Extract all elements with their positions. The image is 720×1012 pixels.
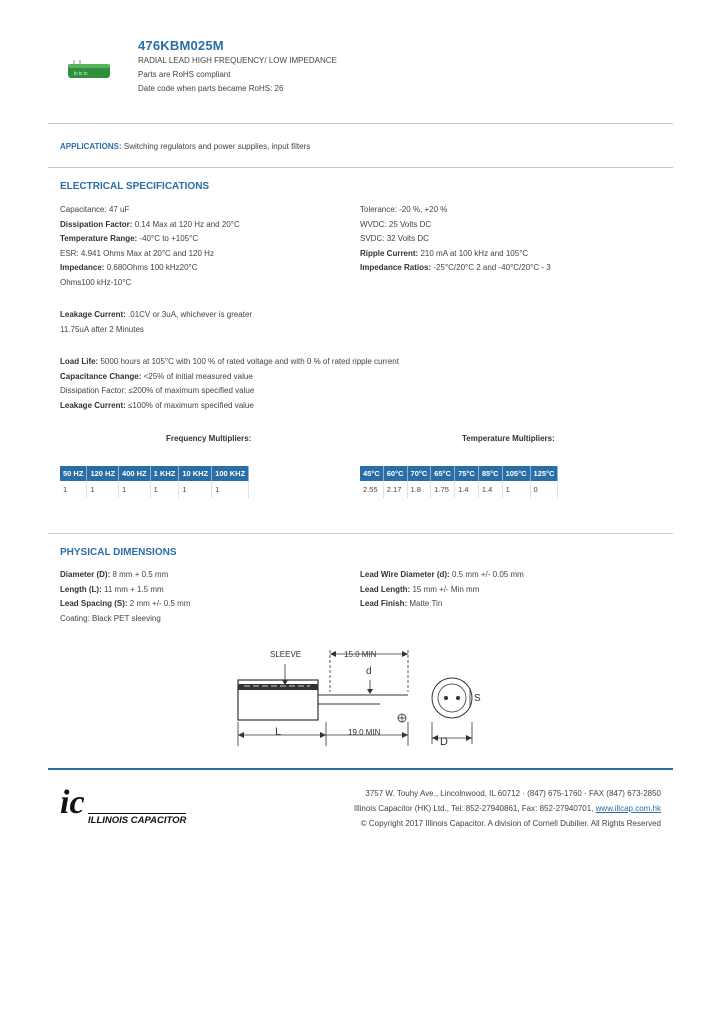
- frequency-multipliers-title: Frequency Multipliers:: [166, 434, 252, 443]
- capacitor-product-image: [66, 60, 112, 82]
- table-header-cell: 60°C: [383, 466, 407, 481]
- table-row: [360, 481, 558, 498]
- physical-left-column: [60, 570, 190, 628]
- spec-value: -20 %, +20 %: [399, 205, 448, 214]
- table-header-row: [360, 466, 558, 481]
- svg-text:ic ic ic: ic ic ic: [74, 71, 88, 77]
- electrical-specs-title: ELECTRICAL SPECIFICATIONS: [60, 181, 210, 192]
- spec-label: SVDC:: [360, 234, 385, 243]
- divider: [48, 123, 673, 124]
- spec-label: Lead Finish:: [360, 599, 408, 608]
- spec-row: [360, 249, 551, 264]
- leakage-block: [60, 310, 252, 339]
- spec-value: 5000 hours at 105°C with 100 % of rated voltage and with 0 % of rated ripple current: [100, 357, 399, 366]
- spec-value: 11 mm + 1.5 mm: [104, 584, 164, 594]
- spec-label: Leakage Current:: [60, 400, 126, 410]
- spec-value: 47 uF: [108, 205, 130, 214]
- body-logo-mark: ic: [270, 698, 280, 710]
- spec-row: [360, 234, 551, 249]
- applications-line: [60, 142, 310, 151]
- table-cell: 1.8: [407, 481, 431, 498]
- spec-row: [60, 386, 399, 401]
- spec-label: Leakage Current:: [60, 310, 126, 319]
- table-cell: 1: [60, 481, 87, 498]
- bottom-min-label: 19.0 MIN: [348, 728, 381, 737]
- spec-label: Dissipation Factor:: [60, 219, 133, 229]
- physical-dimensions-title: PHYSICAL DIMENSIONS: [60, 547, 177, 558]
- dimension-diagram: [230, 640, 490, 755]
- applications-text: Switching regulators and power supplies, input filters: [123, 142, 311, 151]
- spec-label: Temperature Range:: [60, 234, 138, 243]
- spec-row: [60, 570, 190, 585]
- table-cell: 1: [212, 481, 249, 498]
- footer-divider: [48, 768, 673, 770]
- spec-value: Matte Tin: [409, 599, 443, 608]
- spec-label: Capacitance:: [60, 205, 107, 214]
- divider: [48, 533, 673, 534]
- spec-label: Impedance:: [60, 263, 105, 272]
- spec-label: Tolerance:: [360, 205, 397, 214]
- spec-row: [60, 357, 399, 372]
- spacing-label: S: [474, 693, 481, 704]
- spec-row: [60, 372, 399, 387]
- table-header-cell: 65°C: [431, 466, 455, 481]
- table-cell: 1: [150, 481, 179, 498]
- spec-row: [360, 220, 551, 235]
- table-cell: 0: [530, 481, 558, 498]
- table-cell: 2.55: [360, 481, 383, 498]
- spec-value: 0.680Ohms 100 kHz20°C: [106, 263, 198, 272]
- footer-address: 3757 W. Touhy Ave., Lincolnwood, IL 60712 · (847) 675-1760 · FAX (847) 673-2850: [365, 789, 661, 798]
- footer-copyright: © Copyright 2017 Illinois Capacitor. A division of Cornell Dubilier. All Rights Reserved: [360, 819, 661, 828]
- spec-label: Dissipation Factor:: [60, 386, 127, 395]
- table-cell: 1.4: [478, 481, 502, 498]
- header-line-description: RADIAL LEAD HIGH FREQUENCY/ LOW IMPEDANCE: [138, 56, 337, 65]
- table-cell: 1.4: [455, 481, 479, 498]
- lead-diameter-label: d: [366, 666, 372, 677]
- spec-row: [360, 263, 551, 278]
- spec-row: [60, 325, 252, 340]
- spec-row: [60, 263, 240, 278]
- spec-label: Lead Length:: [360, 584, 411, 594]
- table-cell: 1.75: [431, 481, 455, 498]
- spec-row: [60, 310, 252, 325]
- spec-value: .01CV or 3uA, whichever is greater: [128, 310, 253, 319]
- table-header-cell: 100 KHZ: [212, 466, 249, 481]
- spec-label: WVDC:: [360, 219, 387, 229]
- logo-mark: ic: [60, 784, 85, 821]
- part-number-title: 476KBM025M: [138, 38, 224, 53]
- header-line-datecode: Date code when parts became RoHS: 26: [138, 84, 284, 93]
- illinois-capacitor-logo: [60, 786, 200, 832]
- spec-row: [360, 205, 551, 220]
- table-cell: 1: [502, 481, 530, 498]
- spec-row: [60, 599, 190, 614]
- divider: [48, 167, 673, 168]
- spec-value: -40°C to +105°C: [139, 234, 199, 243]
- table-header-cell: 50 HZ: [60, 466, 87, 481]
- spec-row: [360, 570, 524, 585]
- spec-value: Coating: Black PET sleeving: [60, 613, 161, 623]
- spec-value: 8 mm + 0.5 mm: [112, 570, 169, 579]
- table-cell: 1: [179, 481, 212, 498]
- footer-hk-link[interactable]: www.illcap.com.hk: [595, 804, 661, 813]
- table-cell: 1: [87, 481, 119, 498]
- length-label: L: [275, 726, 282, 738]
- spec-value: ≤200% of maximum specified value: [128, 386, 255, 395]
- table-row: [60, 481, 249, 498]
- spec-label: Impedance Ratios:: [360, 263, 432, 272]
- sleeve-label: SLEEVE: [270, 650, 302, 659]
- spec-label: Ripple Current:: [360, 248, 419, 258]
- spec-value: 2 mm +/- 0.5 mm: [129, 599, 191, 608]
- applications-label: APPLICATIONS:: [60, 142, 122, 151]
- spec-value: <25% of initial measured value: [143, 371, 253, 381]
- table-header-cell: 85°C: [478, 466, 502, 481]
- spec-value: 210 mA at 100 kHz and 105°C: [420, 248, 529, 258]
- table-header-cell: 105°C: [502, 466, 530, 481]
- spec-value: 11.75uA after 2 Minutes: [60, 324, 144, 334]
- spec-row: [60, 249, 240, 264]
- spec-row: [60, 234, 240, 249]
- spec-value: ≤100% of maximum specified value: [128, 400, 254, 410]
- spec-value: 32 Volts DC: [386, 234, 429, 243]
- table-cell: 2.17: [383, 481, 407, 498]
- spec-value: 4.941 Ohms Max at 20°C and 120 Hz: [80, 248, 214, 258]
- table-header-cell: 400 HZ: [119, 466, 151, 481]
- spec-value: 25 Volts DC: [388, 219, 432, 229]
- spec-row: [60, 205, 240, 220]
- table-header-cell: 125°C: [530, 466, 558, 481]
- temperature-multipliers-table: [360, 466, 558, 498]
- spec-value: 0.14 Max at 120 Hz and 20°C: [134, 219, 240, 229]
- spec-row: [60, 585, 190, 600]
- temperature-multipliers-title: Temperature Multipliers:: [462, 434, 555, 443]
- frequency-multipliers-table: [60, 466, 249, 498]
- table-header-row: [60, 466, 249, 481]
- spec-row: [60, 614, 190, 629]
- table-header-cell: 1 KHZ: [150, 466, 179, 481]
- footer-hk-text: Illinois Capacitor (HK) Ltd., Tel: 852-27940861, Fax: 852-27940701,: [353, 804, 594, 813]
- spec-value: -25°C/20°C 2 and -40°C/20°C - 3: [433, 263, 551, 272]
- spec-label: Load Life:: [60, 357, 99, 366]
- table-header-cell: 10 KHZ: [179, 466, 212, 481]
- spec-value: 15 mm +/- Min mm: [412, 584, 480, 594]
- table-cell: 1: [119, 481, 151, 498]
- lead-min-label: 15.0 MIN: [344, 650, 377, 659]
- spec-label: Diameter (D):: [60, 570, 111, 579]
- spec-row: [360, 599, 524, 614]
- table-header-cell: 70°C: [407, 466, 431, 481]
- spec-value: Ohms100 kHz-10°C: [60, 277, 132, 287]
- table-header-cell: 120 HZ: [87, 466, 119, 481]
- electrical-left-column: [60, 205, 240, 292]
- table-header-cell: 45°C: [360, 466, 383, 481]
- header-line-rohs: Parts are RoHS compliant: [138, 70, 231, 79]
- spec-row: [360, 585, 524, 600]
- spec-label: Lead Spacing (S):: [60, 599, 128, 608]
- load-life-block: [60, 357, 399, 415]
- spec-label: ESR:: [60, 248, 79, 258]
- physical-right-column: [360, 570, 524, 614]
- spec-label: Capacitance Change:: [60, 371, 142, 381]
- spec-value: 0.5 mm +/- 0.05 mm: [451, 570, 524, 579]
- logo-text: ILLINOIS CAPACITOR: [88, 815, 187, 826]
- spec-label: Lead Wire Diameter (d):: [360, 570, 450, 579]
- spec-label: Length (L):: [60, 584, 102, 594]
- electrical-right-column: [360, 205, 551, 278]
- spec-row: [60, 220, 240, 235]
- diameter-label: D: [440, 736, 448, 748]
- spec-row: [60, 401, 399, 416]
- sleeve-band: [238, 684, 318, 690]
- table-header-cell: 75°C: [455, 466, 479, 481]
- spec-row: [60, 278, 240, 293]
- footer-hk-line: [354, 804, 661, 813]
